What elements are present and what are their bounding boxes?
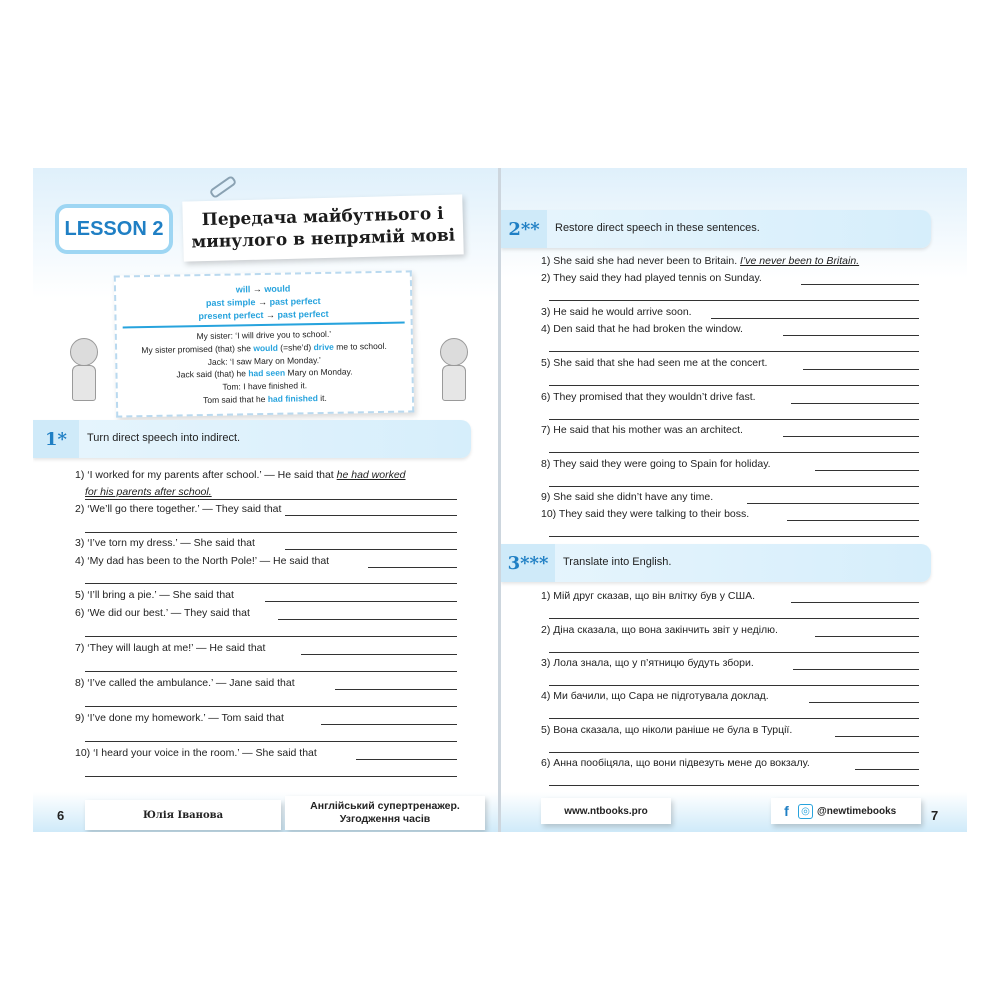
instagram-icon[interactable]: ◎ bbox=[798, 804, 813, 819]
exercise-1-title: Turn direct speech into indirect. bbox=[87, 432, 241, 444]
ex2-item-2-line[interactable] bbox=[549, 300, 919, 301]
ex2-item-10-line[interactable] bbox=[549, 536, 919, 537]
website-link[interactable]: www.ntbooks.pro bbox=[541, 798, 671, 824]
ex3-item-3-line[interactable] bbox=[549, 685, 919, 686]
ex1-item-1-answer-cont: for his parents after school. bbox=[85, 485, 457, 500]
ex2-item-2-blank[interactable] bbox=[801, 284, 919, 285]
ex1-item-2-blank[interactable] bbox=[285, 515, 457, 516]
ex2-item-4-blank[interactable] bbox=[783, 335, 919, 336]
ex2-item-8-line[interactable] bbox=[549, 486, 919, 487]
lesson-title-line-2: минулого в непрямій мові bbox=[191, 225, 456, 253]
exercise-1-number: 1* bbox=[33, 420, 79, 458]
rule-example-1: My sister: ‘I will drive you to school.’ bbox=[196, 328, 332, 342]
rule-example-3: Jack: ‘I saw Mary on Monday.’ bbox=[207, 354, 321, 367]
ex1-item-1-answer: he had worked bbox=[336, 469, 406, 481]
ex2-item-4: 4) Den said that he had broken the window. bbox=[541, 323, 743, 335]
ex1-item-3-blank[interactable] bbox=[285, 549, 457, 550]
ex3-item-2-blank[interactable] bbox=[815, 636, 919, 637]
ex2-item-6-blank[interactable] bbox=[791, 403, 919, 404]
boy-figure-icon bbox=[433, 338, 473, 402]
exercise-3-title: Translate into English. bbox=[563, 556, 672, 568]
ex3-item-6-blank[interactable] bbox=[855, 769, 919, 770]
ex3-item-5-line[interactable] bbox=[549, 752, 919, 753]
exercise-2-header bbox=[501, 210, 931, 248]
left-page bbox=[33, 168, 499, 832]
ex1-item-10-blank[interactable] bbox=[356, 759, 457, 760]
ex2-item-4-line[interactable] bbox=[549, 351, 919, 352]
book-title-line-2: Узгодження часів bbox=[339, 813, 431, 825]
ex2-item-5-blank[interactable] bbox=[803, 369, 919, 370]
ex3-item-6-line[interactable] bbox=[549, 785, 919, 786]
ex2-item-8: 8) They said they were going to Spain for holiday. bbox=[541, 458, 771, 470]
right-page bbox=[501, 168, 967, 832]
ex3-item-1: 1) Мій друг сказав, що він влітку був у США. bbox=[541, 590, 756, 602]
book-spread bbox=[33, 168, 967, 832]
ex3-item-1-line[interactable] bbox=[549, 618, 919, 619]
ex2-item-5-line[interactable] bbox=[549, 385, 919, 386]
rule-present-perfect: present perfect → past perfect bbox=[198, 308, 329, 322]
exercise-3-header bbox=[501, 544, 931, 582]
ex1-item-9-blank[interactable] bbox=[321, 724, 457, 725]
girl-figure-icon bbox=[63, 338, 103, 402]
rule-example-2: My sister promised (that) she would (=she’d) drive me to school. bbox=[141, 340, 387, 355]
ex1-item-6-line[interactable] bbox=[85, 636, 457, 637]
ex3-item-4: 4) Ми бачили, що Сара не підготувала доклад. bbox=[541, 690, 769, 702]
ex2-item-7-line[interactable] bbox=[549, 452, 919, 453]
exercise-2-title: Restore direct speech in these sentences. bbox=[555, 222, 760, 234]
ex1-item-10: 10) ‘I heard your voice in the room.’ — She said that bbox=[75, 747, 317, 759]
ex1-item-6-blank[interactable] bbox=[278, 619, 457, 620]
author-name: Юлія Іванова bbox=[85, 800, 281, 830]
ex2-item-9-blank[interactable] bbox=[747, 503, 919, 504]
ex1-item-9: 9) ‘I’ve done my homework.’ — Tom said that bbox=[75, 712, 284, 724]
grammar-rule-card bbox=[114, 270, 414, 417]
ex1-item-4-line[interactable] bbox=[85, 583, 457, 584]
rule-example-6: Tom said that he had finished it. bbox=[202, 392, 327, 406]
ex3-item-2-line[interactable] bbox=[549, 652, 919, 653]
ex3-item-3: 3) Лола знала, що у п’ятницю будуть збори. bbox=[541, 657, 754, 669]
ex1-item-2-line[interactable] bbox=[85, 532, 457, 533]
ex2-item-5: 5) She said that she had seen me at the concert. bbox=[541, 357, 768, 369]
lesson-title-line-1: Передача майбутнього і bbox=[201, 203, 444, 231]
ex1-item-8-line[interactable] bbox=[85, 706, 457, 707]
ex2-item-2: 2) They said they had played tennis on Sunday. bbox=[541, 272, 762, 284]
right-page-number: 7 bbox=[931, 808, 939, 823]
facebook-icon[interactable]: f bbox=[779, 804, 794, 819]
ex1-item-5: 5) ‘I’ll bring a pie.’ — She said that bbox=[75, 589, 234, 601]
ex2-item-10: 10) They said they were talking to their boss. bbox=[541, 508, 750, 520]
ex1-item-7-blank[interactable] bbox=[301, 654, 457, 655]
ex2-item-1-answer: I’ve never been to Britain. bbox=[740, 255, 860, 267]
ex1-item-7-line[interactable] bbox=[85, 671, 457, 672]
rule-past-simple: past simple → past perfect bbox=[205, 296, 321, 309]
book-title-line-1: Англійський супертренажер. bbox=[310, 800, 460, 812]
ex1-item-4: 4) ‘My dad has been to the North Pole!’ — He said that bbox=[75, 555, 330, 567]
ex2-item-1: 1) She said she had never been to Britain. I’ve never been to Britain. bbox=[541, 255, 860, 267]
ex2-item-7-blank[interactable] bbox=[783, 436, 919, 437]
ex3-item-1-blank[interactable] bbox=[791, 602, 919, 603]
ex1-item-5-blank[interactable] bbox=[265, 601, 457, 602]
ex1-item-2: 2) ‘We’ll go there together.’ — They said that bbox=[75, 503, 282, 515]
rule-will-would: will → would bbox=[235, 283, 291, 295]
exercise-3-number: 3*** bbox=[501, 544, 555, 582]
social-card bbox=[771, 798, 921, 824]
ex2-item-8-blank[interactable] bbox=[815, 470, 919, 471]
ex1-item-3: 3) ‘I’ve torn my dress.’ — She said that bbox=[75, 537, 255, 549]
ex3-item-2: 2) Діна сказала, що вона закінчить звіт у неділю. bbox=[541, 624, 778, 636]
rule-example-4: Jack said (that) he had seen Mary on Monday. bbox=[176, 366, 353, 380]
lesson-badge: LESSON 2 bbox=[55, 204, 173, 254]
left-page-number: 6 bbox=[57, 808, 65, 823]
ex1-item-9-line[interactable] bbox=[85, 741, 457, 742]
ex1-item-7: 7) ‘They will laugh at me!’ — He said that bbox=[75, 642, 266, 654]
paperclip-icon bbox=[209, 175, 238, 199]
ex3-item-5: 5) Вона сказала, що ніколи раніше не була в Турції. bbox=[541, 724, 793, 736]
exercise-1-header bbox=[33, 420, 471, 458]
ex3-item-5-blank[interactable] bbox=[835, 736, 919, 737]
ex3-item-3-blank[interactable] bbox=[793, 669, 919, 670]
lesson-title-card bbox=[182, 194, 463, 261]
ex1-item-10-line[interactable] bbox=[85, 776, 457, 777]
ex3-item-6: 6) Анна пообіцяла, що вони підвезуть мене до вокзалу. bbox=[541, 757, 810, 769]
rule-example-5: Tom: I have finished it. bbox=[222, 380, 308, 392]
ex1-item-4-blank[interactable] bbox=[368, 567, 457, 568]
ex2-item-9: 9) She said she didn’t have any time. bbox=[541, 491, 714, 503]
exercise-2-number: 2** bbox=[501, 210, 547, 248]
ex1-item-6: 6) ‘We did our best.’ — They said that bbox=[75, 607, 250, 619]
ex1-item-1: 1) ‘I worked for my parents after school.’ — He said that he had worked bbox=[75, 469, 406, 481]
ex3-item-4-line[interactable] bbox=[549, 718, 919, 719]
ex2-item-6-line[interactable] bbox=[549, 419, 919, 420]
ex2-item-3-blank[interactable] bbox=[711, 318, 919, 319]
ex2-item-6: 6) They promised that they wouldn’t drive fast. bbox=[541, 391, 756, 403]
ex1-item-8-blank[interactable] bbox=[335, 689, 457, 690]
ex2-item-7: 7) He said that his mother was an architect. bbox=[541, 424, 743, 436]
ex2-item-3: 3) He said he would arrive soon. bbox=[541, 306, 692, 318]
ex2-item-10-blank[interactable] bbox=[787, 520, 919, 521]
book-title-card bbox=[285, 796, 485, 830]
ex3-item-4-blank[interactable] bbox=[809, 702, 919, 703]
ex1-item-8: 8) ‘I’ve called the ambulance.’ — Jane said that bbox=[75, 677, 295, 689]
social-handle[interactable]: @newtimebooks bbox=[817, 805, 897, 817]
